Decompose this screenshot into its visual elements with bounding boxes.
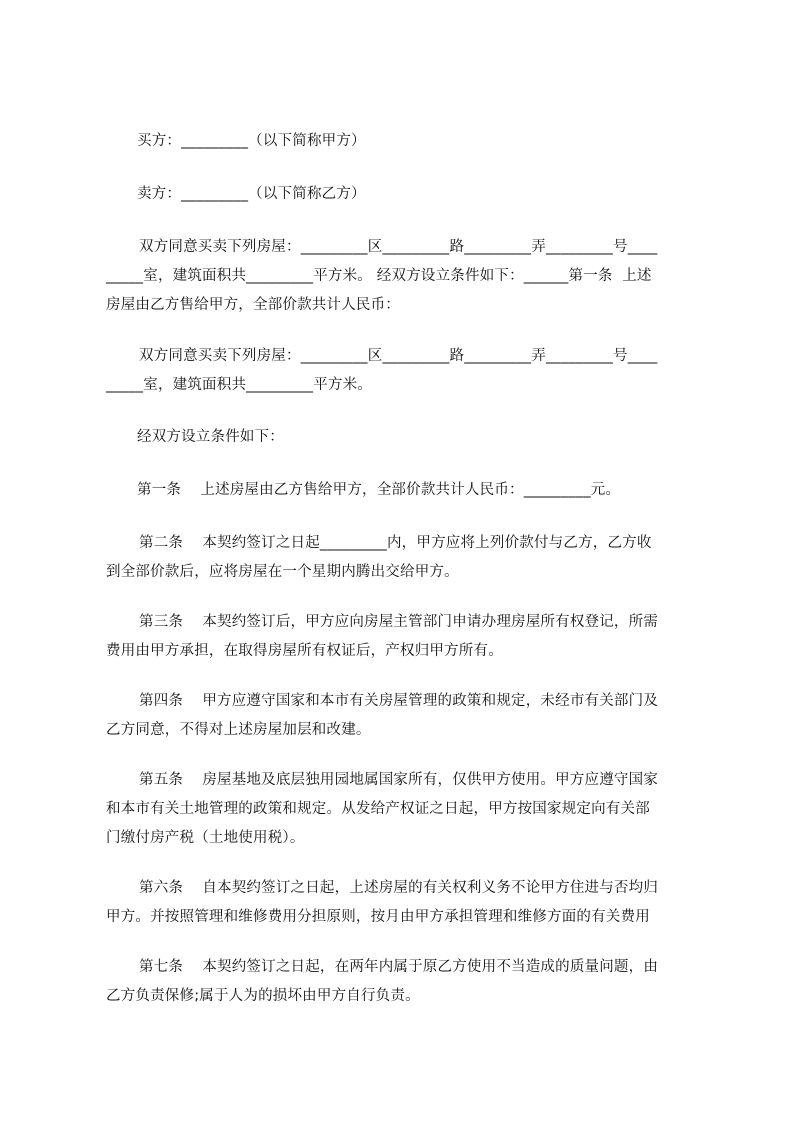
article-7-line-1: 第七条 本契约签订之日起，在两年内属于原乙方使用不当造成的质量问题，由 (139, 959, 659, 975)
property-line-2: _____室，建筑面积共_________平方米。 经双方设立条件如下：______第一条 上述 (106, 268, 652, 284)
property-line-1: 双方同意买卖下列房屋：_________区_________路_________弄_________号____ (139, 239, 658, 255)
property-repeat-line-1: 双方同意买卖下列房屋：_________区_________路_________弄_________号____ (139, 348, 658, 364)
article-6-line-2: 甲方。并按照管理和维修费用分担原则，按月由甲方承担管理和维修方面的有关费用 (106, 909, 650, 925)
property-line-3: 房屋由乙方售给甲方，全部价款共计人民币： (106, 297, 400, 313)
article-2-line-2: 到全部价款后，应将房屋在一个星期内腾出交给甲方。 (106, 564, 459, 580)
conditions-heading: 经双方设立条件如下： (137, 429, 284, 445)
article-5-line-2: 和本市有关土地管理的政策和规定。从发给产权证之日起，甲方按国家规定向有关部 (106, 801, 650, 817)
article-4-line-1: 第四条 甲方应遵守国家和本市有关房屋管理的政策和规定，未经市有关部门及 (139, 693, 659, 709)
article-3-line-2: 费用由甲方承担，在取得房屋所有权证后，产权归甲方所有。 (106, 643, 503, 659)
buyer-line: 买方：_________（以下简称甲方） (137, 133, 366, 149)
article-5-line-3: 门缴付房产税（土地使用税）。 (106, 830, 305, 846)
article-6-line-1: 第六条 自本契约签订之日起，上述房屋的有关权利义务不论甲方住进与否均归 (139, 880, 659, 896)
article-4-line-2: 乙方同意，不得对上述房屋加层和改建。 (106, 722, 371, 738)
seller-line: 卖方：_________（以下简称乙方） (137, 186, 366, 202)
article-3-line-1: 第三条 本契约签订后，甲方应向房屋主管部门申请办理房屋所有权登记，所需 (139, 614, 659, 630)
article-7-line-2: 乙方负责保修;属于人为的损坏由甲方自行负责。 (106, 988, 420, 1004)
property-repeat-line-2: _____室，建筑面积共_________平方米。 (106, 377, 372, 393)
article-5-line-1: 第五条 房屋基地及底层独用园地属国家所有，仅供甲方使用。甲方应遵守国家 (139, 772, 659, 788)
article-2-line-1: 第二条 本契约签订之日起_________内，甲方应将上列价款付与乙方，乙方收 (139, 535, 652, 551)
article-1: 第一条 上述房屋由乙方售给甲方，全部价款共计人民币：_________元。 (137, 482, 621, 498)
